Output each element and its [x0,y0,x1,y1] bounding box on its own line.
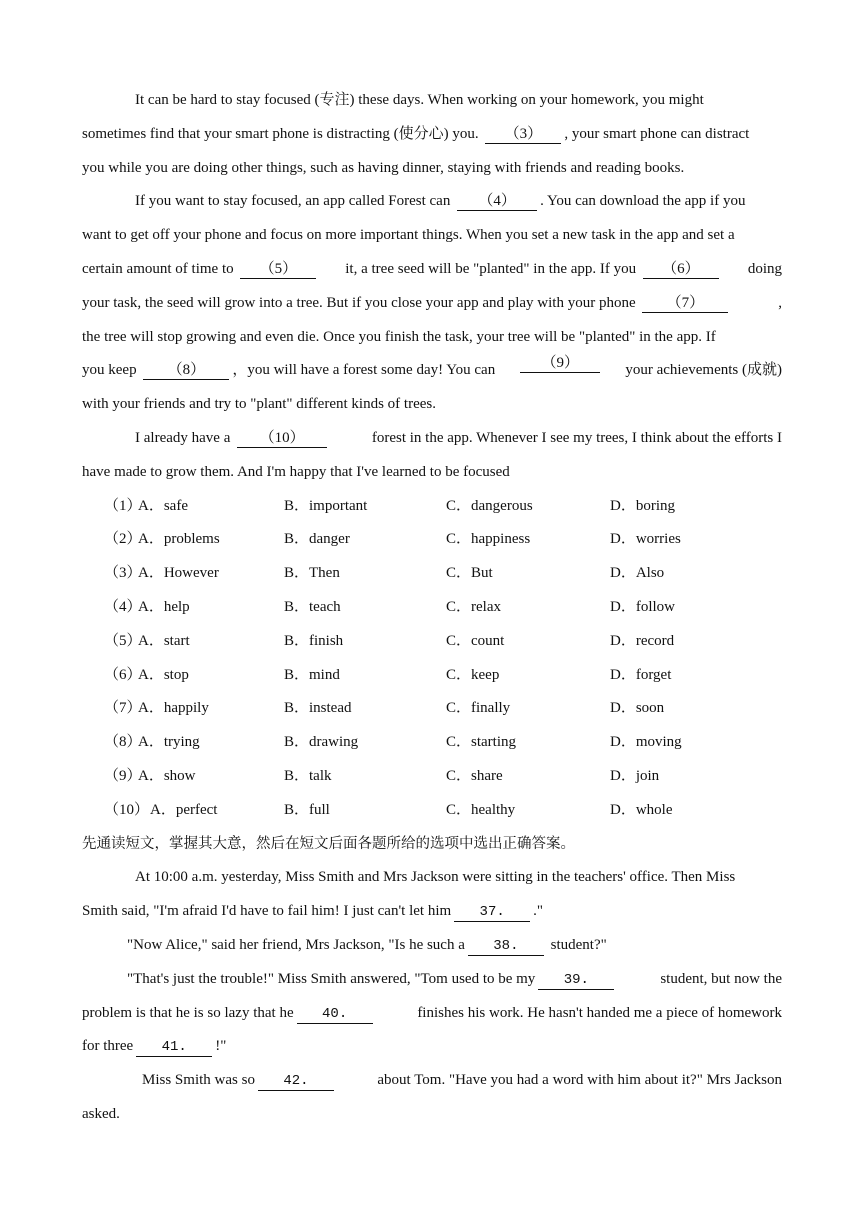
passage2-line [82,963,782,997]
option-b[interactable]: B．Then [284,565,340,582]
option-b[interactable]: B．mind [284,666,340,683]
option-d[interactable]: D．forget [610,666,672,683]
option-a[interactable]: A．safe [138,497,188,514]
question-number: （1） [104,497,142,514]
option-c[interactable]: C．keep [446,666,500,683]
option-a[interactable]: A．happily [138,700,209,717]
option-row [82,659,782,693]
blank-40: 40. [297,1005,373,1024]
question-number: （9） [104,767,142,784]
text: certain amount of time to [82,260,234,277]
passage1-line [82,422,782,456]
passage1-line [82,84,782,118]
text: Miss Smith was so [142,1072,255,1089]
blank-6: （6） [643,260,719,279]
option-c[interactable]: C．healthy [446,801,516,818]
document-page [82,84,782,1132]
option-c[interactable]: C．share [446,767,503,784]
passage1-line [82,354,782,388]
option-b[interactable]: B．teach [284,598,341,615]
blank-4: （4） [457,192,537,211]
option-b[interactable]: B．full [284,801,330,818]
option-c[interactable]: C．dangerous [446,497,533,514]
text: At 10:00 a.m. yesterday, Miss Smith and Mrs Jackson were sitting in the teachers' office. Then Miss [135,869,736,886]
option-d[interactable]: D．record [610,632,675,649]
option-row [82,794,782,828]
text: ." [533,903,544,920]
text: "Now Alice," said her friend, Mrs Jackson, "Is he such a [127,936,465,953]
option-d[interactable]: D．whole [610,801,673,818]
text: you while you are doing other things, such as having dinner, staying with friends and reading books. [82,159,685,176]
option-c[interactable]: C．starting [446,734,516,751]
blank-41: 41. [136,1038,212,1057]
option-d[interactable]: D．moving [610,734,682,751]
option-row [82,625,782,659]
option-c[interactable]: C．happiness [446,531,531,548]
passage1-line [82,152,782,186]
option-d[interactable]: D．boring [610,497,675,514]
passage1-line [82,253,782,287]
passage2-line [82,997,782,1031]
instruction-line [82,828,782,862]
blank-3: （3） [485,125,561,144]
option-b[interactable]: B．danger [284,531,350,548]
option-row [82,523,782,557]
question-number: （5） [104,632,142,649]
text: "That's just the trouble!" Miss Smith answered, "Tom used to be my [127,970,536,987]
text: the tree will stop growing and even die. Once you finish the task, your tree will be "planted" in the app. If [82,328,716,345]
option-d[interactable]: D．follow [610,598,675,615]
passage2-line [82,895,782,929]
option-c[interactable]: C．relax [446,598,501,615]
text: problem is that he is so lazy that he [82,1004,294,1021]
text: forest in the app. Whenever I see my trees, I think about the efforts I [371,429,782,446]
option-a[interactable]: A．start [138,632,190,649]
option-b[interactable]: B．instead [284,700,352,717]
text: for three [82,1038,134,1055]
text: , [778,294,782,311]
text: sometimes find that your smart phone is distracting (使分心) you. [82,125,479,142]
passage2-line [82,1030,782,1064]
option-c[interactable]: C．count [446,632,505,649]
option-c[interactable]: C．But [446,565,493,582]
option-c[interactable]: C．finally [446,700,511,717]
blank-7: （7） [642,294,728,313]
passage1-line [82,388,782,422]
passage1-line [82,456,782,490]
text: doing [747,260,782,277]
option-a[interactable]: A．show [138,767,196,784]
text: It can be hard to stay focused (专注) these days. When working on your homework, you might [135,92,704,108]
text: , your smart phone can distract [564,125,750,142]
question-number: （10） [104,801,150,818]
option-row [82,490,782,524]
blank-42: 42. [258,1072,334,1091]
option-b[interactable]: B．finish [284,632,344,649]
text: ，you will have a forest some day! You can [232,362,496,379]
option-a[interactable]: A．However [138,565,219,582]
text: you keep [82,362,137,379]
option-row [82,692,782,726]
option-a[interactable]: A．problems [138,531,220,548]
passage1-line [82,185,782,219]
passage1-line [82,287,782,321]
passage2-line [82,1098,782,1132]
blank-39: 39. [538,971,614,990]
text: !" [215,1038,227,1055]
text: asked. [82,1105,120,1122]
passage2-line [82,1064,782,1098]
text: your task, the seed will grow into a tree. But if you close your app and play with your phone [82,294,636,311]
question-number: （2） [104,531,142,548]
text: your achievements (成就) [625,362,782,379]
text: . You can download the app if you [540,193,746,210]
question-number: （8） [104,734,142,751]
question-number: （7） [104,700,142,717]
question-number: （4） [104,598,142,615]
option-b[interactable]: B．important [284,497,368,514]
passage2-line [82,861,782,895]
option-row [82,591,782,625]
text: have made to grow them. And I'm happy that I've learned to be focused [82,463,510,480]
option-d[interactable]: D．worries [610,531,681,548]
text: finishes his work. He hasn't handed me a piece of homework [417,1004,782,1021]
option-d[interactable]: D．Also [610,565,665,582]
option-a[interactable]: A．stop [138,666,189,683]
options-list [82,490,782,828]
option-d[interactable]: D．join [610,767,660,784]
option-row [82,726,782,760]
option-row [82,760,782,794]
option-b[interactable]: B．drawing [284,734,359,751]
option-a[interactable]: A．trying [138,734,200,751]
option-b[interactable]: B．talk [284,767,332,784]
text: it, a tree seed will be "planted" in the app. If you [345,260,637,277]
question-number: （3） [104,565,142,582]
text: student?" [550,936,607,953]
text: Smith said, "I'm afraid I'd have to fail him! I just can't let him [82,903,452,920]
blank-8: （8） [143,361,229,380]
passage2-line [82,929,782,963]
text: I already have a [135,429,231,446]
blank-10: （10） [237,429,327,448]
option-a[interactable]: A．help [138,598,190,615]
text: student, but now the [660,970,782,987]
blank-38: 38. [468,937,544,956]
text: If you want to stay focused, an app called Forest can [135,193,451,210]
text: want to get off your phone and focus on more important things. When you set a new task in the app and set a [82,227,735,244]
option-a[interactable]: A．perfect [150,801,218,818]
text: with your friends and try to "plant" different kinds of trees. [82,396,436,413]
instruction-text: 先通读短文，掌握其大意，然后在短文后面各题所给的选项中选出正确答案。 [82,835,575,852]
option-row [82,557,782,591]
option-d[interactable]: D．soon [610,700,665,717]
blank-9: （9） [520,354,600,373]
passage1-line [82,219,782,253]
blank-5: （5） [240,260,316,279]
text: about Tom. "Have you had a word with him about it?" Mrs Jackson [377,1072,782,1089]
passage1-line [82,321,782,355]
passage1-line [82,118,782,152]
blank-37: 37. [454,903,530,922]
question-number: （6） [104,666,142,683]
